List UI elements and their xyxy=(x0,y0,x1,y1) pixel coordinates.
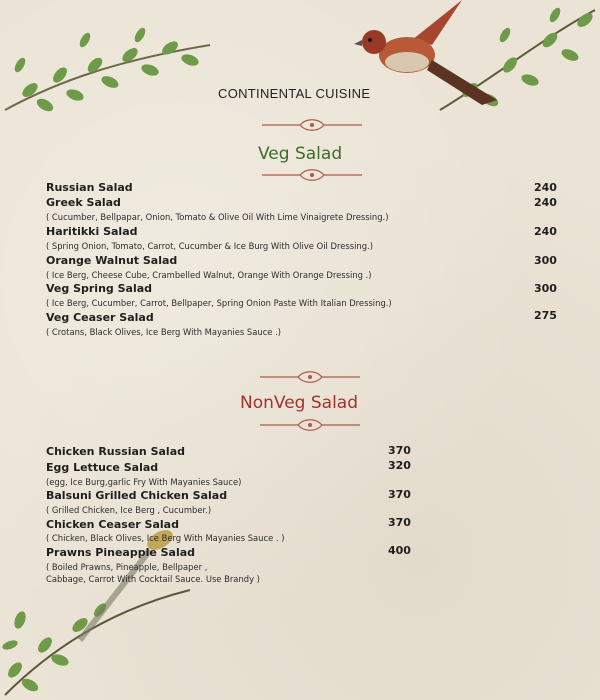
menu-item-name: Veg Spring Salad xyxy=(46,282,153,295)
leaf-branch-top-left-icon xyxy=(0,10,220,120)
menu-item-price: 240 xyxy=(534,196,557,209)
flourish-top-nonveg-icon xyxy=(260,370,360,384)
flourish-top-veg-icon xyxy=(262,118,362,132)
menu-item-desc: (egg, Ice Burg,garlic Fry With Mayanies Sauce) xyxy=(46,477,242,487)
cuisine-heading: CONTINENTAL CUISINE xyxy=(218,86,371,101)
menu-item-price: 300 xyxy=(534,254,557,267)
nonveg-section-title: NonVeg Salad xyxy=(240,393,358,413)
menu-item-name: Chicken Russian Salad xyxy=(46,445,185,458)
menu-item-price: 400 xyxy=(388,544,411,557)
menu-item-price: 370 xyxy=(388,488,411,501)
menu-item-name: Balsuni Grilled Chicken Salad xyxy=(46,489,228,502)
menu-item-name: Haritikki Salad xyxy=(46,225,138,238)
menu-item-desc-line2: Cabbage, Carrot With Cocktail Sauce. Use Brandy ) xyxy=(46,574,260,584)
red-bird-icon xyxy=(352,0,502,110)
menu-item-desc: ( Grilled Chicken, Ice Berg , Cucumber.) xyxy=(46,505,212,515)
menu-item-desc: ( Ice Berg, Cucumber, Carrot, Bellpaper, Spring Onion Paste With Italian Dressing.) xyxy=(46,298,392,308)
menu-item-desc: ( Crotans, Black Olives, Ice Berg With Mayanies Sauce .) xyxy=(46,327,282,337)
menu-item-price: 275 xyxy=(534,309,557,322)
menu-item-name: Prawns Pineapple Salad xyxy=(46,546,196,559)
menu-item-name: Orange Walnut Salad xyxy=(46,254,178,267)
menu-item-desc: ( Spring Onion, Tomato, Carrot, Cucumber & Ice Burg With Olive Oil Dressing.) xyxy=(46,241,373,251)
menu-item-price: 370 xyxy=(388,516,411,529)
menu-item-desc: ( Chicken, Black Olives, Ice Berg With Mayanies Sauce . ) xyxy=(46,533,285,543)
menu-item-name: Greek Salad xyxy=(46,196,121,209)
menu-item-name: Chicken Ceaser Salad xyxy=(46,518,179,531)
flourish-bottom-veg-icon xyxy=(262,168,362,182)
menu-item-price: 370 xyxy=(388,444,411,457)
menu-item-name: Veg Ceaser Salad xyxy=(46,311,154,324)
menu-item-price: 240 xyxy=(534,225,557,238)
menu-item-price: 300 xyxy=(534,282,557,295)
menu-item-desc: ( Ice Berg, Cheese Cube, Crambelled Walnut, Orange With Orange Dressing .) xyxy=(46,270,372,280)
flourish-bottom-nonveg-icon xyxy=(260,418,360,432)
menu-item-price: 320 xyxy=(388,459,411,472)
menu-item-name: Egg Lettuce Salad xyxy=(46,461,159,474)
veg-section-title: Veg Salad xyxy=(258,144,343,164)
menu-item-name: Russian Salad xyxy=(46,181,133,194)
menu-item-desc: ( Cucumber, Bellpapar, Onion, Tomato & Olive Oil With Lime Vinaigrete Dressing.) xyxy=(46,212,389,222)
menu-item-desc: ( Boiled Prawns, Pineapple, Bellpaper , xyxy=(46,562,208,572)
menu-item-price: 240 xyxy=(534,181,557,194)
